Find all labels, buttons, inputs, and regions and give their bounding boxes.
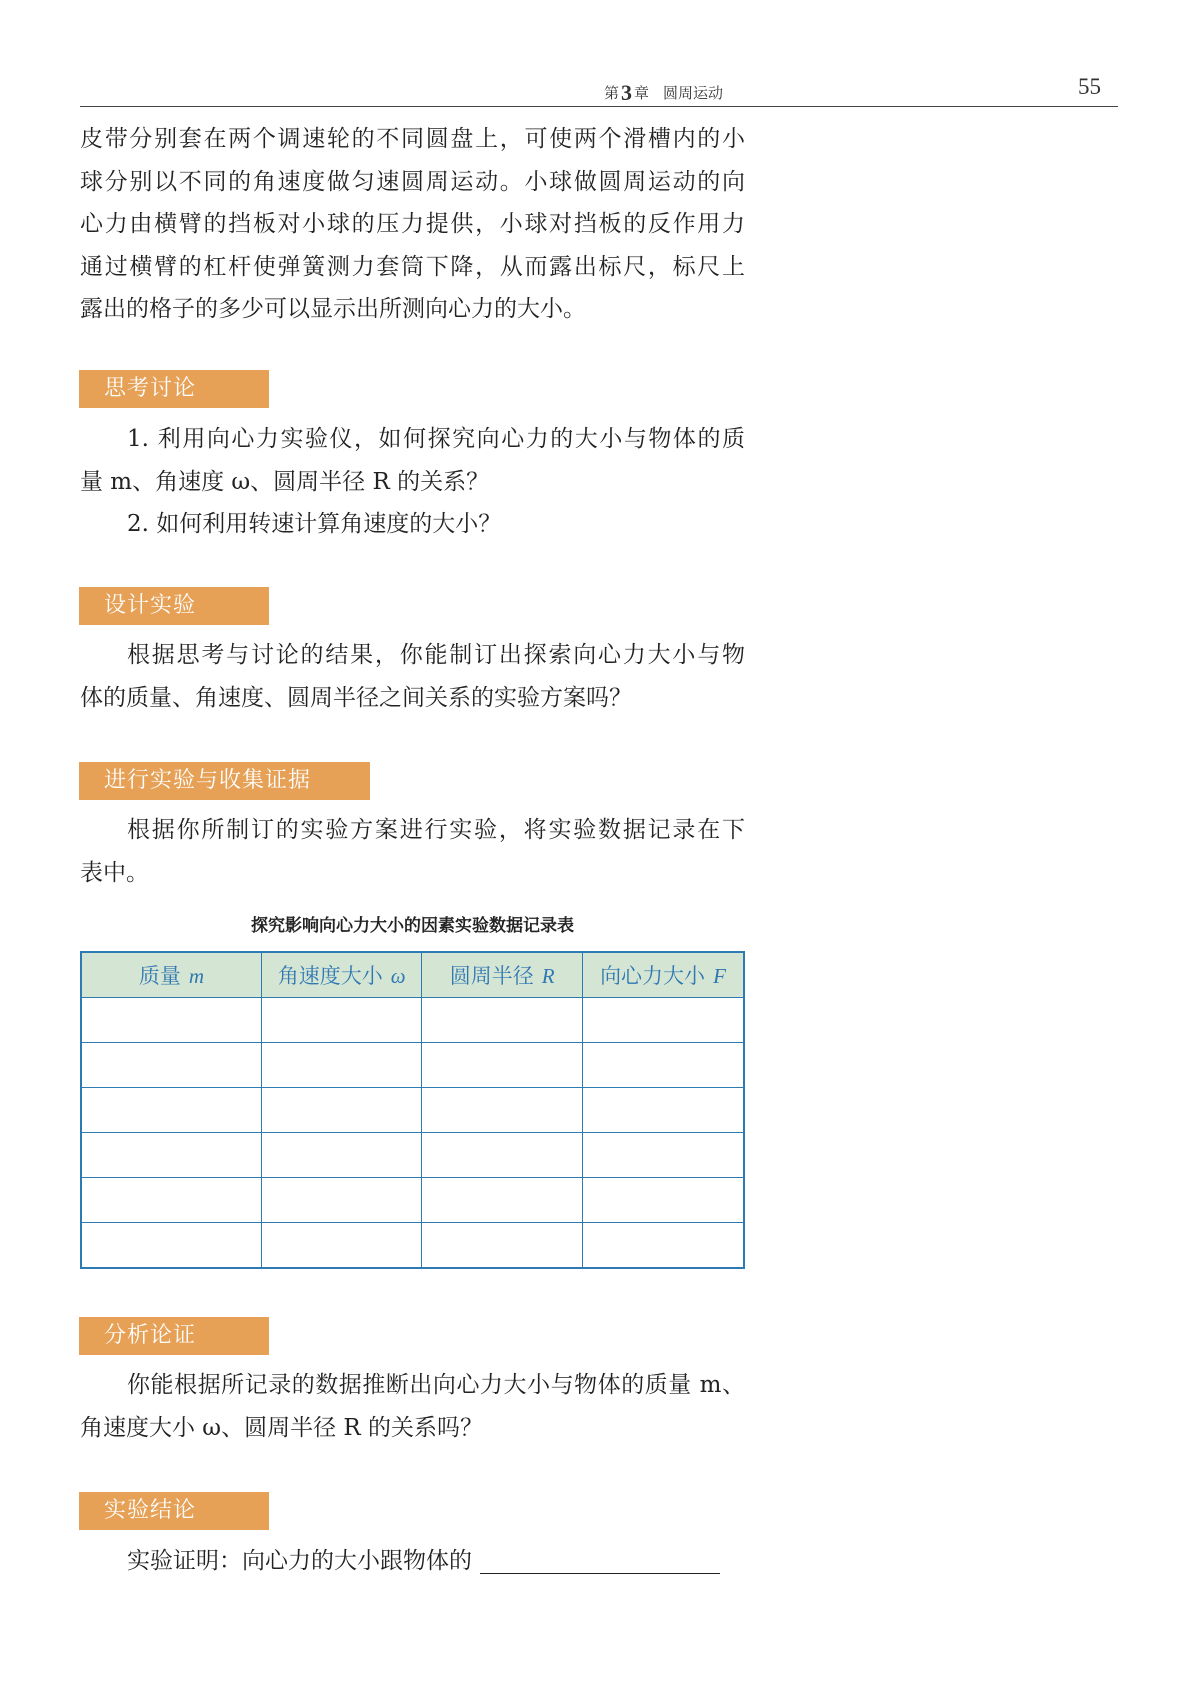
chapter-prefix: 第 xyxy=(604,84,620,102)
column-variable: R xyxy=(541,964,555,988)
design-line: 体的质量、角速度、圆周半径之间关系的实验方案吗？ xyxy=(80,684,632,711)
table-header-row xyxy=(81,952,744,998)
think-paragraph xyxy=(80,418,745,546)
column-header-mass xyxy=(81,952,261,998)
collect-line: 表中。 xyxy=(80,859,149,886)
table-row xyxy=(81,998,744,1043)
intro-line: 皮带分别套在两个调速轮的不同圆盘上，可使两个滑槽内的小 xyxy=(80,126,745,152)
table-cell xyxy=(422,1223,583,1269)
section-heading-think: 思考讨论 xyxy=(79,370,269,408)
intro-line: 露出的格子的多少可以显示出所测向心力的大小。 xyxy=(80,296,586,322)
page-number: 55 xyxy=(1078,74,1101,99)
table-title: 探究影响向心力大小的因素实验数据记录表 xyxy=(251,916,574,936)
chapter-suffix: 章 xyxy=(634,84,650,102)
table-cell xyxy=(81,1133,261,1178)
table-cell xyxy=(261,1133,422,1178)
chapter-header xyxy=(604,80,723,106)
analysis-line: 角速度大小 ω、圆周半径 R 的关系吗？ xyxy=(80,1414,484,1441)
table-cell xyxy=(81,998,261,1043)
collect-paragraph xyxy=(80,809,745,894)
table-cell xyxy=(261,1088,422,1133)
table-cell xyxy=(81,1088,261,1133)
think-line: 2. 如何利用转速计算角速度的大小？ xyxy=(127,511,502,537)
design-paragraph xyxy=(80,634,745,719)
table-cell xyxy=(81,1043,261,1088)
column-variable: m xyxy=(188,964,205,988)
chapter-number: 3 xyxy=(621,80,633,105)
section-heading-design: 设计实验 xyxy=(79,587,269,625)
think-line: 1. 利用向心力实验仪，如何探究向心力的大小与物体的质 xyxy=(127,426,745,452)
column-label: 角速度大小 xyxy=(277,964,383,988)
table-cell xyxy=(582,1133,744,1178)
table-row xyxy=(81,1133,744,1178)
chapter-title: 圆周运动 xyxy=(663,84,724,102)
table-cell xyxy=(422,1178,583,1223)
table-row xyxy=(81,1178,744,1223)
table-cell xyxy=(582,998,744,1043)
table-row xyxy=(81,1043,744,1088)
table-row xyxy=(81,1223,744,1269)
table-cell xyxy=(422,1043,583,1088)
table-cell xyxy=(582,1088,744,1133)
table-cell xyxy=(582,1043,744,1088)
table-cell xyxy=(81,1223,261,1269)
table-cell xyxy=(261,998,422,1043)
column-variable: F xyxy=(713,964,726,988)
conclusion-paragraph xyxy=(80,1540,745,1583)
section-heading-conclusion: 实验结论 xyxy=(79,1492,269,1530)
column-label: 向心力大小 xyxy=(600,964,706,988)
table-cell xyxy=(582,1178,744,1223)
column-label: 圆周半径 xyxy=(449,964,534,988)
column-header-angular-velocity xyxy=(261,952,422,998)
header-rule xyxy=(80,106,1118,107)
table-cell xyxy=(422,1133,583,1178)
section-heading-analysis: 分析论证 xyxy=(79,1317,269,1355)
table-cell xyxy=(261,1043,422,1088)
column-variable: ω xyxy=(390,964,406,988)
intro-line: 心力由横臂的挡板对小球的压力提供，小球对挡板的反作用力 xyxy=(80,211,745,237)
column-header-centripetal-force xyxy=(582,952,744,998)
answer-blank[interactable] xyxy=(480,1547,720,1574)
table-cell xyxy=(261,1223,422,1269)
table-cell xyxy=(582,1223,744,1269)
intro-line: 通过横臂的杠杆使弹簧测力套筒下降，从而露出标尺，标尺上 xyxy=(80,253,745,280)
intro-line: 球分别以不同的角速度做匀速圆周运动。小球做圆周运动的向 xyxy=(80,168,745,195)
table-cell xyxy=(81,1178,261,1223)
data-record-table xyxy=(80,951,745,1269)
table-row xyxy=(81,1088,744,1133)
section-heading-collect: 进行实验与收集证据 xyxy=(79,762,370,800)
table-cell xyxy=(422,1088,583,1133)
analysis-paragraph xyxy=(80,1364,745,1449)
collect-line: 根据你所制订的实验方案进行实验，将实验数据记录在下 xyxy=(127,817,745,843)
conclusion-line xyxy=(80,1540,745,1583)
design-line: 根据思考与讨论的结果，你能制订出探索向心力大小与物 xyxy=(127,642,745,668)
column-label: 质量 xyxy=(138,964,181,988)
column-header-radius xyxy=(422,952,583,998)
conclusion-text: 实验证明：向心力的大小跟物体的 xyxy=(127,1548,472,1574)
analysis-line: 你能根据所记录的数据推断出向心力大小与物体的质量 m、 xyxy=(127,1372,745,1398)
think-line: 量 m、角速度 ω、圆周半径 R 的关系？ xyxy=(80,468,490,495)
intro-paragraph xyxy=(80,118,745,331)
table-cell xyxy=(422,998,583,1043)
table-cell xyxy=(261,1178,422,1223)
